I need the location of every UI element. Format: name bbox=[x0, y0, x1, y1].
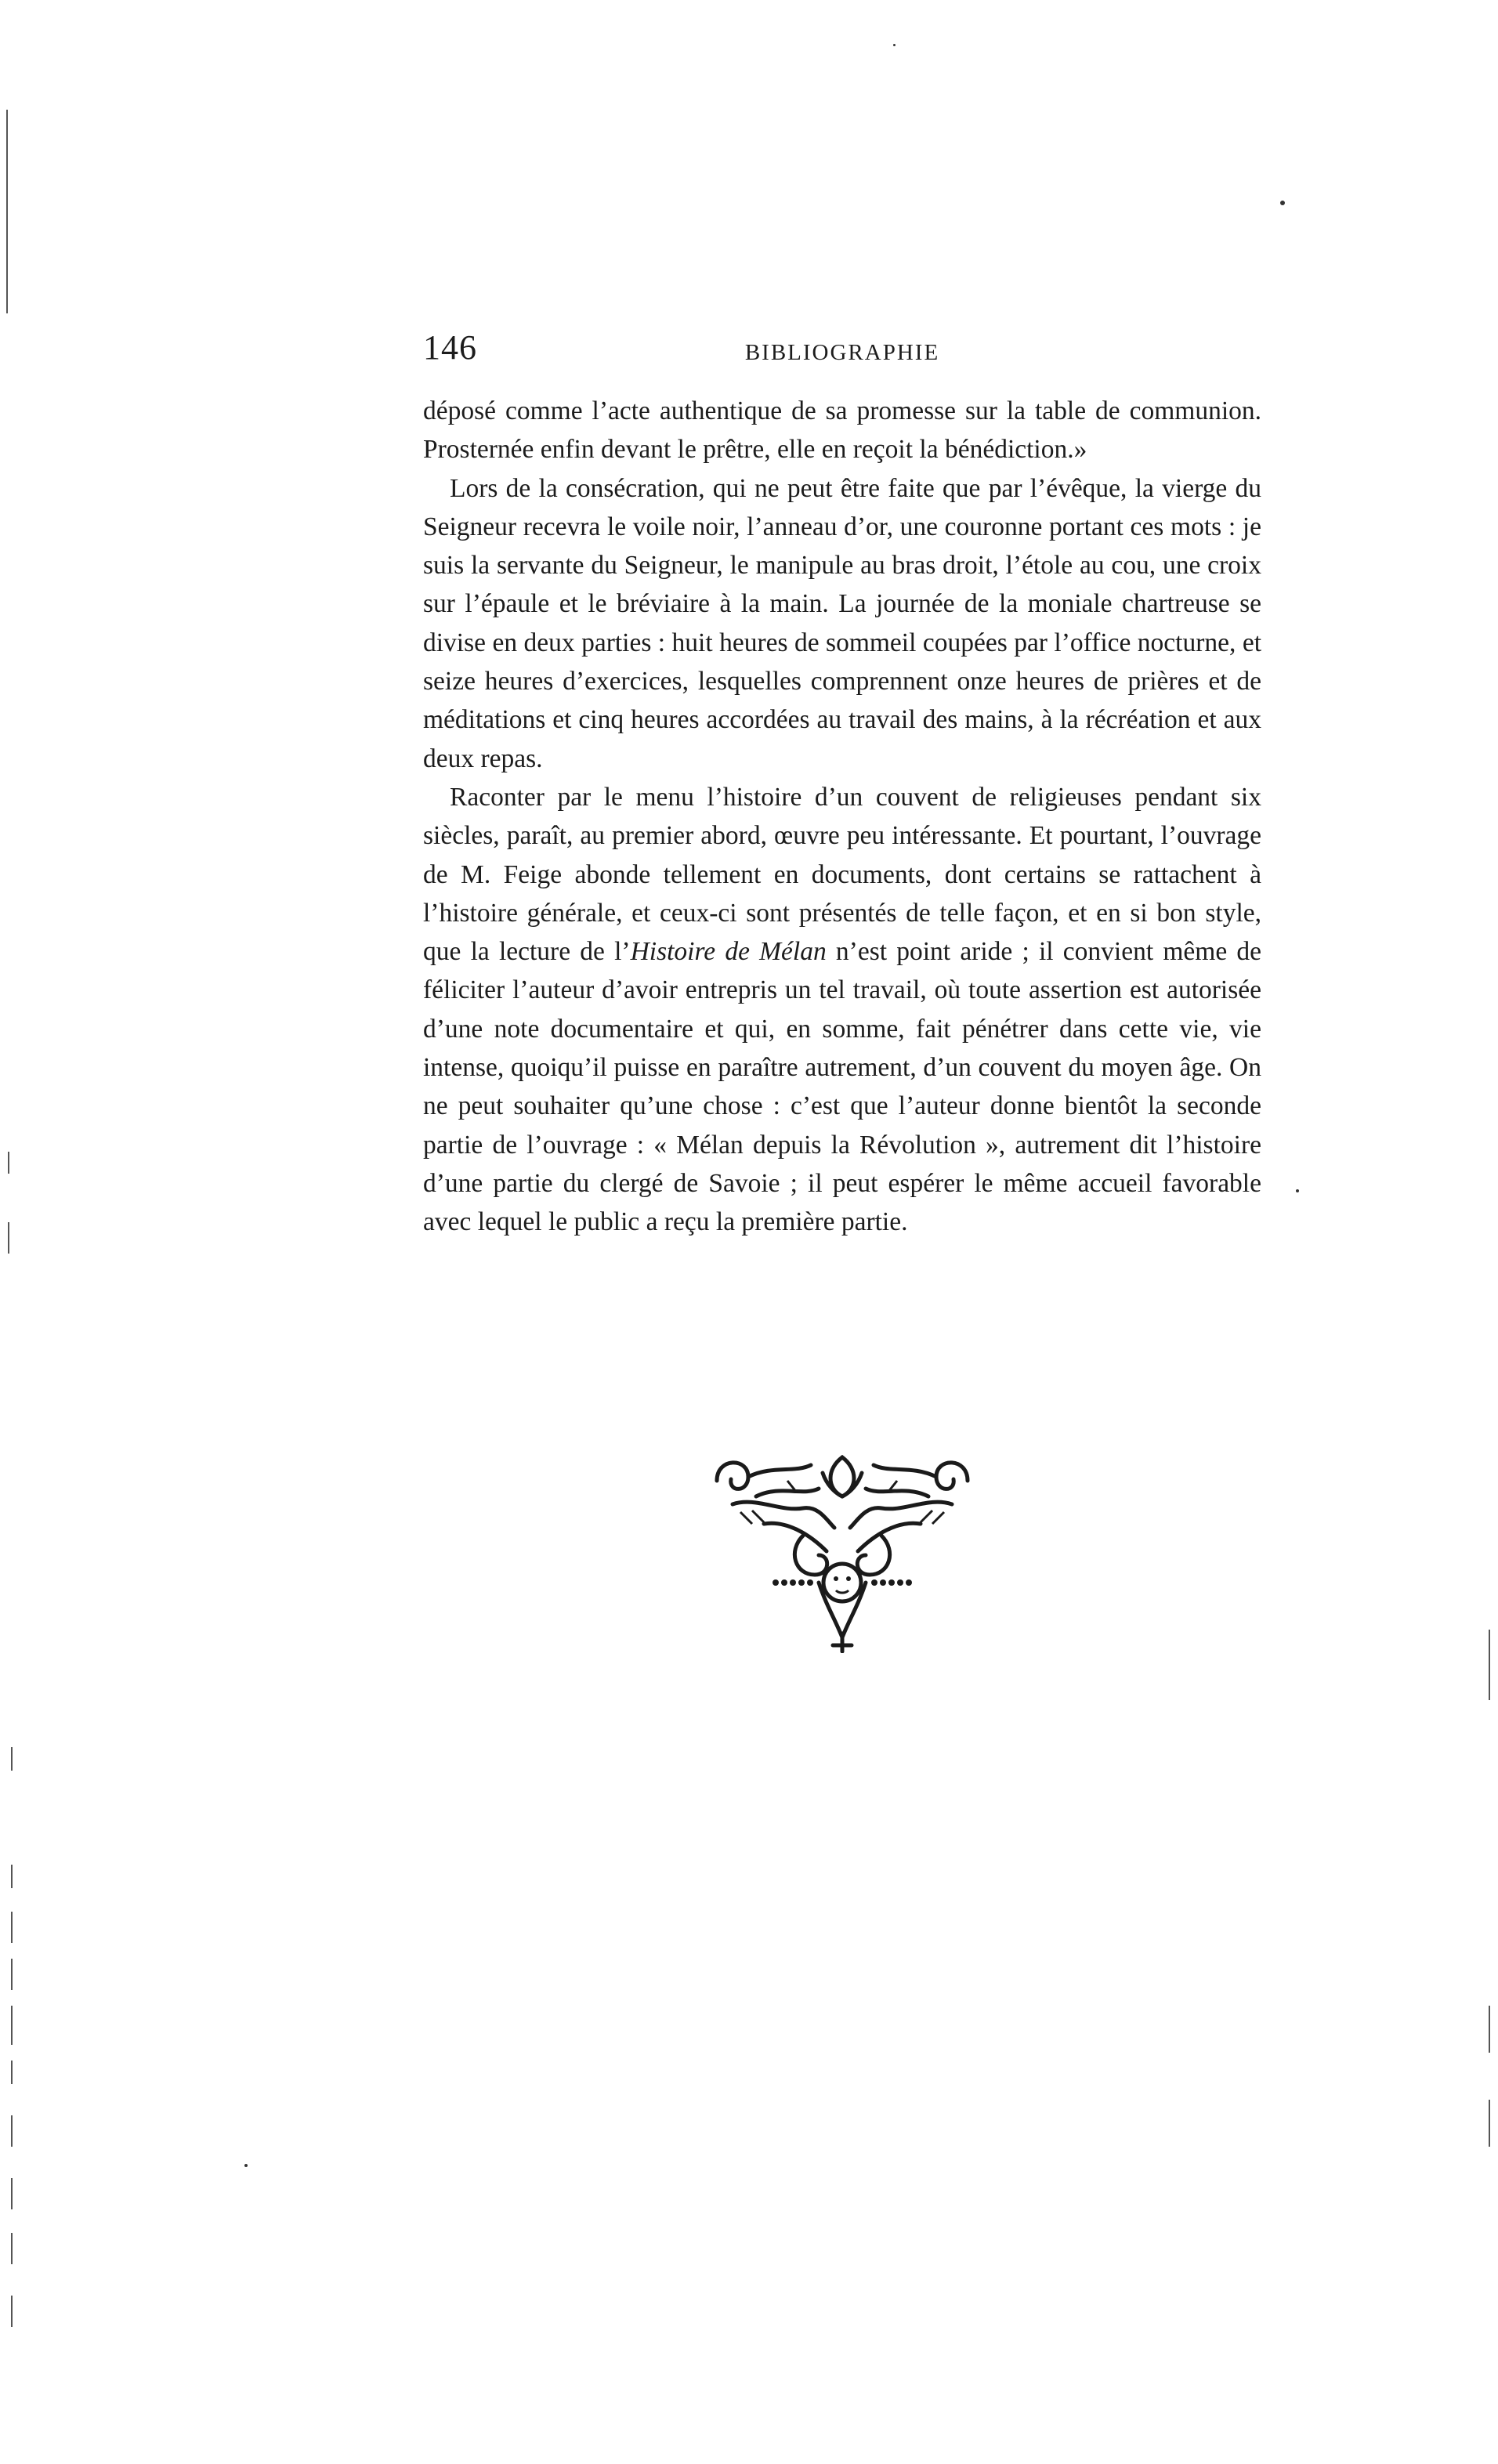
paragraph-text: Raconter par le menu l’histoire d’un couvent de religieuses pendant six siècles, paraît, au premier abord, œuvre peu intéressante. Et pourtant, l’ouvrage de M. Feige abonde tellement en documents, dont certains se rattachent à l’histoire générale, et ceux-ci sont présentés de telle façon, et en si bon style, que la lecture de l’ bbox=[423, 782, 1261, 967]
scan-edge-mark bbox=[11, 1747, 13, 1771]
paragraph bbox=[423, 778, 1261, 1242]
paragraph: déposé comme l’acte authentique de sa promesse sur la table de communion. Prosternée enfin devant le prêtre, elle en reçoit la bénédiction.» bbox=[423, 396, 1261, 465]
scan-edge-mark bbox=[11, 2233, 13, 2264]
scan-speck bbox=[893, 44, 896, 46]
paragraph: Lors de la consécration, qui ne peut être faite que par l’évêque, la vierge du Seigneur recevra le voile noir, l’anneau d’or, une couronne portant ces mots : je suis la servante du Seigneur, le manipule au bras droit, l’étole au cou, une croix sur l’épaule et le bréviaire à la main. La journée de la moniale chartreuse se divise en deux parties : huit heures de sommeil coupées par l’office nocturne, et seize heures d’exercices, lesquelles comprennent onze heures de prières et de méditations et cinq heures accordées au travail des mains, à la récréation et aux deux repas. bbox=[423, 473, 1261, 773]
scan-edge-mark bbox=[11, 2006, 13, 2045]
body-text bbox=[423, 392, 1261, 1242]
scan-edge-mark bbox=[6, 110, 8, 313]
scan-speck bbox=[1280, 201, 1285, 205]
paragraph-text: n’est point aride ; il convient même de féliciter l’auteur d’avoir entrepris un tel travail, où toute assertion est autorisée d’une note documentaire et qui, en somme, fait pénétrer dans cette vie, vie intense, quoiqu’il puisse en paraître autrement, d’un couvent du moyen âge. On ne peut souhaiter qu’une chose : c’est que l’auteur donne bientôt la seconde partie de l’ouvrage : « Mélan depuis la Révolution », autrement dit l’histoire d’une partie du clergé de Savoie ; il peut espérer le même accueil favorable avec lequel le public a reçu la première partie. bbox=[423, 937, 1262, 1237]
scan-speck bbox=[244, 2164, 248, 2167]
fleuron-icon bbox=[709, 1449, 975, 1653]
running-head: BIBLIOGRAPHIE bbox=[744, 340, 940, 365]
scan-speck bbox=[1296, 1189, 1299, 1192]
scan-edge-mark bbox=[11, 1959, 13, 1990]
scan-edge-mark bbox=[11, 1912, 13, 1943]
scan-edge-mark bbox=[11, 2296, 13, 2327]
book-title: Histoire de Mélan bbox=[630, 937, 827, 967]
scan-edge-mark bbox=[1489, 2100, 1490, 2147]
scan-edge-mark bbox=[11, 1865, 13, 1888]
scan-edge-mark bbox=[11, 2178, 13, 2209]
scan-edge-mark bbox=[11, 2061, 13, 2084]
scan-edge-mark bbox=[1489, 2006, 1490, 2053]
scan-edge-mark bbox=[1489, 1630, 1490, 1700]
page-header bbox=[423, 327, 1261, 382]
page-number: 146 bbox=[423, 328, 477, 367]
scan-edge-mark bbox=[11, 2115, 13, 2147]
scan-edge-mark bbox=[8, 1152, 9, 1174]
scan-edge-mark bbox=[8, 1222, 9, 1254]
